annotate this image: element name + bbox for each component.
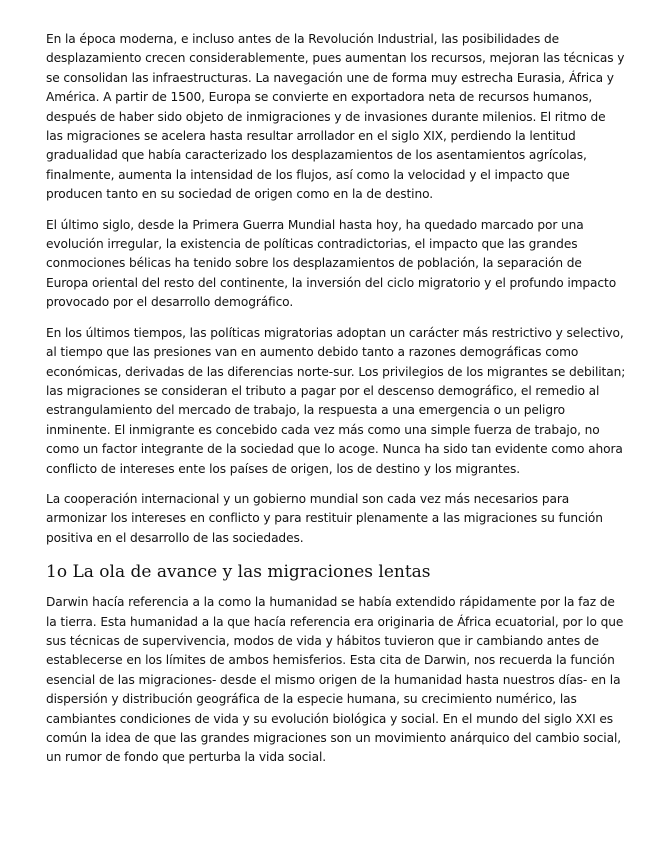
paragraph-last-century: El último siglo, desde la Primera Guerra Mundial hasta hoy, ha quedado marcado por una evolución irregular, la existencia de políticas contradictorias, el impacto que las grandes conmociones bélicas ha tenido sobre los desplazamientos de población, la separación de Europa oriental del resto del continente, la inversión del ciclo migratorio y el profundo impacto provocado por el desarrollo demográfico. bbox=[46, 217, 617, 310]
paragraph-darwin: Darwin hacía referencia a la como la humanidad se había extendido rápidamente por la faz de la tierra. Esta humanidad a la que hacía referencia era originaria de África ecuatorial, por lo que sus técnicas de supervivencia, modos de vida y hábitos tuvieron que ir cambiando antes de establecerse en los límites de ambos hemisferios. Esta cita de Darwin, nos recuerda la función esencial de las migraciones- desde el mismo origen de la humanidad hasta nuestros días- en la dispersión y distribución geográfica de la especie humana, su crecimiento numérico, las cambiantes condiciones de vida y su evolución biológica y social. En el mundo del siglo XXI es común la idea de que las grandes migraciones son un movimiento anárquico del cambio social, un rumor de fondo que perturba la vida social. bbox=[46, 595, 624, 765]
section-heading: 1o La ola de avance y las migraciones lentas bbox=[46, 562, 431, 583]
paragraph-international-cooperation: La cooperación internacional y un gobierno mundial son cada vez más necesarios para armonizar los intereses en conflicto y para restituir plenamente a las migraciones su función positiva en el desarrollo de las sociedades. bbox=[46, 491, 603, 545]
paragraph-recent-times: En los últimos tiempos, las políticas migratorias adoptan un carácter más restrictivo y selectivo, al tiempo que las presiones van en aumento debido tanto a razones demográficas como económicas, derivadas de las diferencias norte-sur. Los privilegios de los migrantes se debilitan; las migraciones se consideran el tributo a pagar por el descenso demográfico, el remedio al estrangulamiento del mercado de trabajo, la respuesta a una emergencia o un peligro inminente. El inmigrante es concebido cada vez más como una simple fuerza de trabajo, no como un factor integrante de la sociedad que lo acoge. Nunca ha sido tan evidente como ahora conflicto de intereses ente los países de origen, los de destino y los migrantes. bbox=[46, 325, 626, 476]
paragraph-modern-era: En la época moderna, e incluso antes de la Revolución Industrial, las posibilidades de desplazamiento crecen considerablemente, pues aumentan los recursos, mejoran las técnicas y se consolidan las infraestructuras. La navegación une de forma muy estrecha Eurasia, África y América. A partir de 1500, Europa se convierte en exportadora neta de recursos humanos, después de haber sido objeto de inmigraciones y de invasiones durante milenios. El ritmo de las migraciones se acelera hasta resultar arrollador en el siglo XIX, perdiendo la lentitud gradualidad que había caracterizado los desplazamientos de los asentamientos agrícolas, finalmente, aumenta la intensidad de los flujos, así como la velocidad y el impacto que producen tanto en su sociedad de origen como en la de destino. bbox=[46, 32, 625, 202]
document-page bbox=[46, 30, 626, 779]
